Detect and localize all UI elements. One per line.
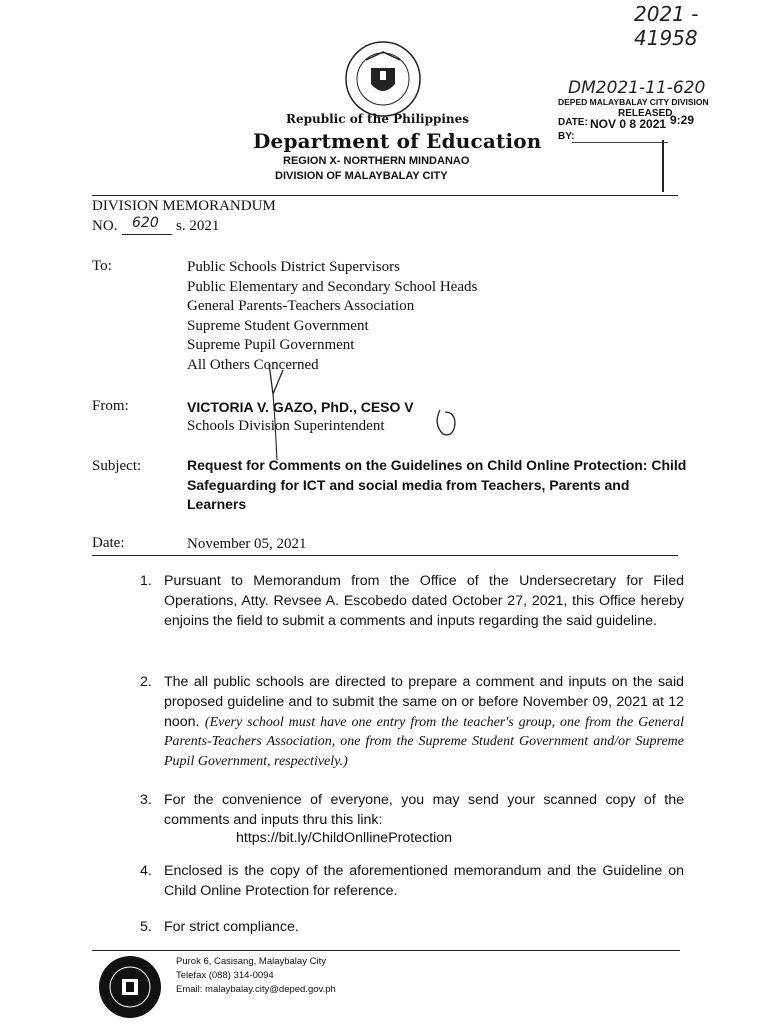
to-recipients [187, 258, 607, 376]
item-number: 3. [140, 792, 152, 808]
footer-divider [92, 950, 680, 951]
footer-address: Purok 6, Casisang, Malaybalay City [176, 956, 326, 967]
item-text: Pursuant to Memorandum from the Office of the Undersecretary for Filed Operations, Atty. Revsee A. Escobedo dated October 27, 2021, this Office hereby enjoins the field to submit a comments and inputs regarding the said guideline. [164, 573, 684, 629]
stamp-signature-stroke [662, 140, 664, 192]
recipient: All Others Concerned [187, 356, 319, 373]
list-item [140, 918, 684, 938]
stamp-date-value: NOV 0 8 2021 [590, 117, 667, 131]
handwritten-memo-code: DM2021-11-620 [568, 78, 706, 98]
memo-no-value: 620 [132, 215, 159, 231]
date-divider [92, 555, 678, 556]
stamp-by-line [572, 142, 668, 143]
item-number: 1. [140, 573, 152, 589]
item-text: Enclosed is the copy of the aforementioned memorandum and the Guideline on Child Online Protection for reference. [164, 863, 684, 899]
submission-link[interactable]: https://bit.ly/ChildOnllineProtection [236, 830, 453, 846]
list-item [140, 572, 684, 631]
from-position: Schools Division Superintendent [187, 418, 385, 434]
footer-email[interactable]: Email: malaybalay.city@deped.gov.ph [176, 984, 336, 995]
department-heading: Department of Education [253, 129, 542, 153]
stamp-date-label: DATE: [558, 117, 588, 128]
item-number: 2. [140, 674, 152, 690]
header-divider [92, 195, 678, 196]
recipient: Supreme Pupil Government [187, 337, 355, 354]
recipient: Public Elementary and Secondary School Heads [187, 278, 478, 295]
handwritten-reference-number: 2021 - 41958 [634, 2, 699, 50]
item-italic-note: (Every school must have one entry from the teacher's group, one from the General Parents-Teachers Association, one from the Supreme Student Government and/or Supreme Pupil Government, respectively.) [164, 714, 684, 770]
item-text: For strict compliance. [164, 919, 299, 935]
recipient: Supreme Student Government [187, 317, 369, 334]
from-label: From: [92, 398, 129, 414]
deped-seal [344, 40, 422, 118]
to-label: To: [92, 258, 112, 274]
subject-text: Request for Comments on the Guidelines on Child Online Protection: Child Safeguarding for ICT and social media from Teachers, Parents and Learners [187, 457, 687, 512]
list-item [140, 862, 684, 902]
memo-no-label: NO. [92, 218, 118, 234]
list-item [140, 673, 684, 772]
stamp-released: RELEASED [618, 108, 673, 119]
division-heading: DIVISION OF MALAYBALAY CITY [275, 170, 448, 182]
region-heading: REGION X- NORTHERN MINDANAO [283, 155, 470, 167]
date-label: Date: [92, 535, 125, 551]
stamp-office: DEPED MALAYBALAY CITY DIVISION [558, 97, 709, 107]
recipient: Public Schools District Supervisors [187, 259, 400, 275]
recipient: General Parents-Teachers Association [187, 298, 415, 315]
memo-series: s. 2021 [176, 218, 220, 234]
item-number: 4. [140, 863, 152, 879]
footer-telefax: Telefax (088) 314-0094 [176, 970, 274, 981]
stamp-time-value: 9:29 [670, 113, 695, 127]
item-text: The all public schools are directed to prepare a comment and inputs on the said proposed guideline and to submit the same on or before November 09, 2021 at 12 noon. [164, 674, 684, 730]
list-item [140, 791, 684, 831]
item-text: For the convenience of everyone, you may send your scanned copy of the comments and inputs thru this link: [164, 792, 684, 828]
item-number: 5. [140, 919, 152, 935]
memo-title: DIVISION MEMORANDUM [92, 198, 276, 214]
subject-label: Subject: [92, 458, 142, 474]
from-name: VICTORIA V. GAZO, PhD., CESO V [187, 399, 414, 415]
date-value: November 05, 2021 [187, 536, 307, 552]
stamp-by-label: BY: [558, 131, 575, 142]
footer-seal [98, 955, 162, 1019]
republic-heading: Republic of the Philippines [286, 112, 470, 126]
memo-no-underline [122, 234, 172, 235]
